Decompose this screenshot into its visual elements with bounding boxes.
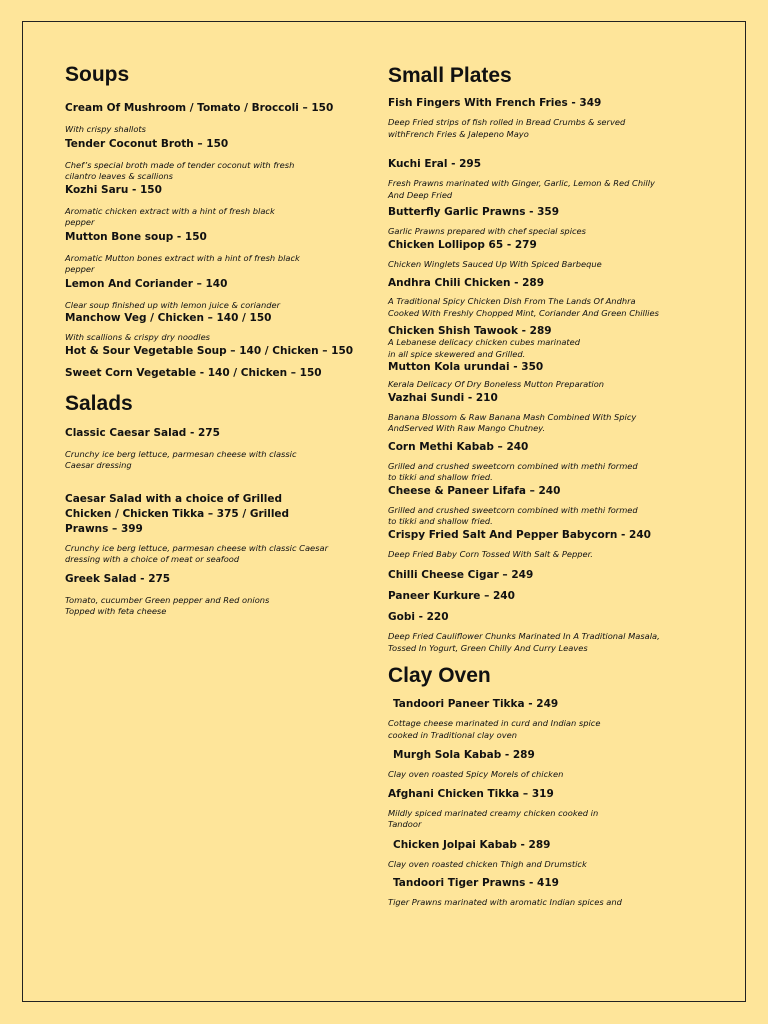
menu-item-name: Greek Salad - 275 <box>65 572 171 585</box>
menu-item-name: Cheese & Paneer Lifafa – 240 <box>388 484 561 497</box>
menu-item-desc: Aromatic Mutton bones extract with a hint of fresh black pepper <box>65 252 300 274</box>
menu-item-name: Classic Caesar Salad - 275 <box>65 426 220 439</box>
menu-item-name: Kozhi Saru - 150 <box>65 183 162 196</box>
menu-item-desc: Cottage cheese marinated in curd and Indian spice cooked in Traditional clay oven <box>388 718 601 740</box>
menu-item-name: Lemon And Coriander – 140 <box>65 277 228 290</box>
menu-item-name: Vazhai Sundi - 210 <box>388 391 498 404</box>
menu-item-name: Cream Of Mushroom / Tomato / Broccoli – 150 <box>65 102 334 114</box>
menu-item-desc: With scallions & crispy dry noodles <box>65 332 210 342</box>
left-column <box>65 60 365 618</box>
menu-item-name: Kuchi Eral - 295 <box>388 158 482 170</box>
menu-item-desc: Chicken Winglets Sauced Up With Spiced Barbeque <box>388 258 602 269</box>
menu-item-name: Chicken Lollipop 65 - 279 <box>388 238 537 251</box>
menu-item-desc: Deep Fried Cauliflower Chunks Marinated In A Traditional Masala, Tossed In Yogurt, Green Chilly And Curry Leaves <box>388 631 660 653</box>
menu-item-desc: Deep Fried strips of fish rolled in Bread Crumbs & served withFrench Fries & Jalepeno Mayo <box>388 117 626 139</box>
menu-item-desc: Deep Fried Baby Corn Tossed With Salt & Pepper. <box>388 548 593 559</box>
salads-heading: Salads <box>65 391 133 415</box>
menu-item-name: Afghani Chicken Tikka – 319 <box>388 787 554 800</box>
menu-item-name: Andhra Chili Chicken - 289 <box>388 277 545 289</box>
menu-item-desc: Fresh Prawns marinated with Ginger, Garlic, Lemon & Red Chilly And Deep Fried <box>388 178 655 200</box>
menu-item-desc: A Traditional Spicy Chicken Dish From The Lands Of Andhra Cooked With Freshly Chopped Mint, Coriander And Green Chillies <box>388 296 659 318</box>
menu-item-name: Mutton Kola urundai - 350 <box>388 361 544 373</box>
menu-item-desc: Grilled and crushed sweetcorn combined with methi formed to tikki and shallow fried. <box>388 460 638 482</box>
menu-item-name: Caesar Salad with a choice of Grilled Chicken / Chicken Tikka – 375 / Grilled Prawns – 399 <box>65 492 290 535</box>
menu-item-desc: Kerala Delicacy Of Dry Boneless Mutton Preparation <box>388 379 605 389</box>
right-column <box>388 60 678 909</box>
menu-item-name: Fish Fingers With French Fries - 349 <box>388 97 602 109</box>
menu-item-desc: Crunchy ice berg lettuce, parmesan cheese with classic Caesar dressing <box>65 448 297 470</box>
menu-item-name: Tandoori Tiger Prawns - 419 <box>393 877 559 889</box>
menu-item-desc: Aromatic chicken extract with a hint of fresh black pepper <box>65 205 275 227</box>
menu-item-name: Hot & Sour Vegetable Soup – 140 / Chicken – 150 <box>65 344 354 357</box>
menu-item-name: Paneer Kurkure – 240 <box>388 590 515 602</box>
clay-oven-heading: Clay Oven <box>388 664 491 687</box>
menu-item-desc: Banana Blossom & Raw Banana Mash Combined With Spicy AndServed With Raw Mango Chutney. <box>388 411 637 433</box>
menu-item-desc: Mildly spiced marinated creamy chicken cooked in Tandoor <box>388 807 599 829</box>
menu-item-desc: Tomato, cucumber Green pepper and Red onions Topped with feta cheese <box>65 594 270 616</box>
menu-item-name: Corn Methi Kabab – 240 <box>388 440 529 453</box>
menu-item-name: Tender Coconut Broth – 150 <box>65 137 229 150</box>
menu-item-name: Gobi - 220 <box>388 611 449 623</box>
menu-item-desc: Crunchy ice berg lettuce, parmesan cheese with classic Caesar dressing with a choice of meat or seafood <box>65 542 328 564</box>
menu-item-desc: Clay oven roasted chicken Thigh and Drumstick <box>388 858 587 869</box>
menu-item-name: Mutton Bone soup - 150 <box>65 230 207 243</box>
small-plates-heading: Small Plates <box>388 64 512 87</box>
menu-item-name: Crispy Fried Salt And Pepper Babycorn - 240 <box>388 528 651 541</box>
menu-item-desc: Clay oven roasted Spicy Morels of chicken <box>388 769 564 779</box>
menu-item-name: Sweet Corn Vegetable - 140 / Chicken – 150 <box>65 366 322 379</box>
menu-item-desc: Clear soup finished up with lemon juice & coriander <box>65 299 281 310</box>
menu-item-name: Tandoori Paneer Tikka - 249 <box>393 698 559 710</box>
menu-item-name: Butterfly Garlic Prawns - 359 <box>388 206 560 218</box>
menu-item-desc: Tiger Prawns marinated with aromatic Indian spices and <box>388 897 622 907</box>
menu-item-desc: A Lebanese delicacy chicken cubes marinated in all spice skewered and Grilled. <box>388 337 581 359</box>
menu-item-name: Chicken Shish Tawook - 289 <box>388 325 552 337</box>
menu-item-desc: Chef’s special broth made of tender coconut with fresh cilantro leaves & scallions <box>65 159 295 181</box>
menu-item-name: Murgh Sola Kabab - 289 <box>393 749 535 761</box>
menu-item-name: Manchow Veg / Chicken – 140 / 150 <box>65 312 272 324</box>
menu-item-name: Chicken Jolpai Kabab - 289 <box>393 838 551 851</box>
menu-item-desc: Grilled and crushed sweetcorn combined with methi formed to tikki and shallow fried. <box>388 504 638 526</box>
soups-heading: Soups <box>65 63 130 86</box>
menu-item-name: Chilli Cheese Cigar – 249 <box>388 569 534 581</box>
menu-item-desc: With crispy shallots <box>65 124 146 134</box>
menu-item-desc: Garlic Prawns prepared with chef special spices <box>388 226 586 236</box>
